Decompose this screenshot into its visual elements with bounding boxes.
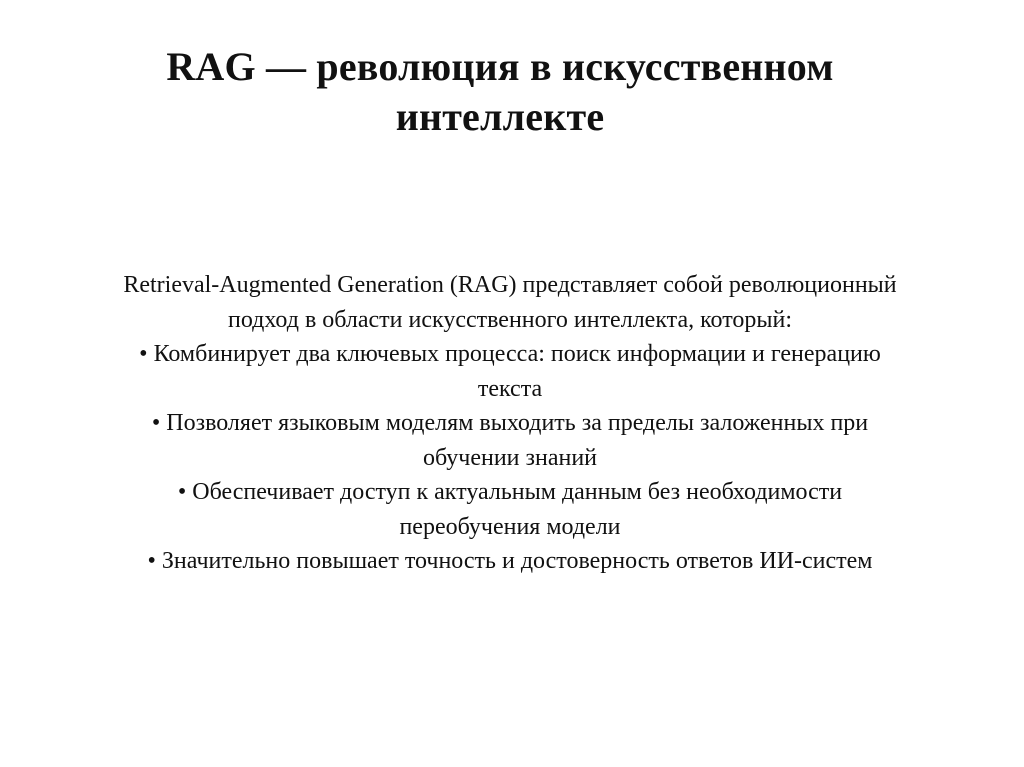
- bullet-3-line-2: переобучения модели: [399, 513, 621, 540]
- title-line-2: интеллекте: [395, 94, 605, 139]
- slide-body-text: [40, 268, 980, 579]
- intro-line-2: подход в области искусственного интеллекта, который:: [227, 306, 793, 333]
- bullet-4-line-1: • Значительно повышает точность и достоверность ответов ИИ-систем: [147, 548, 873, 574]
- title-line-1: RAG — революция в искусственном: [166, 44, 834, 89]
- bullet-2-line-1: • Позволяет языковым моделям выходить за пределы заложенных при: [151, 410, 869, 436]
- bullet-1-line-1: • Комбинирует два ключевых процесса: поиск информации и генерацию: [139, 341, 881, 367]
- bullet-1-line-2: текста: [477, 375, 543, 402]
- intro-line-1: Retrieval-Augmented Generation (RAG) представляет собой революционный: [123, 272, 897, 298]
- bullet-3-line-1: • Обеспечивает доступ к актуальным данным без необходимости: [177, 479, 843, 505]
- slide-title: [60, 42, 940, 142]
- bullet-2-line-2: обучении знаний: [422, 444, 598, 471]
